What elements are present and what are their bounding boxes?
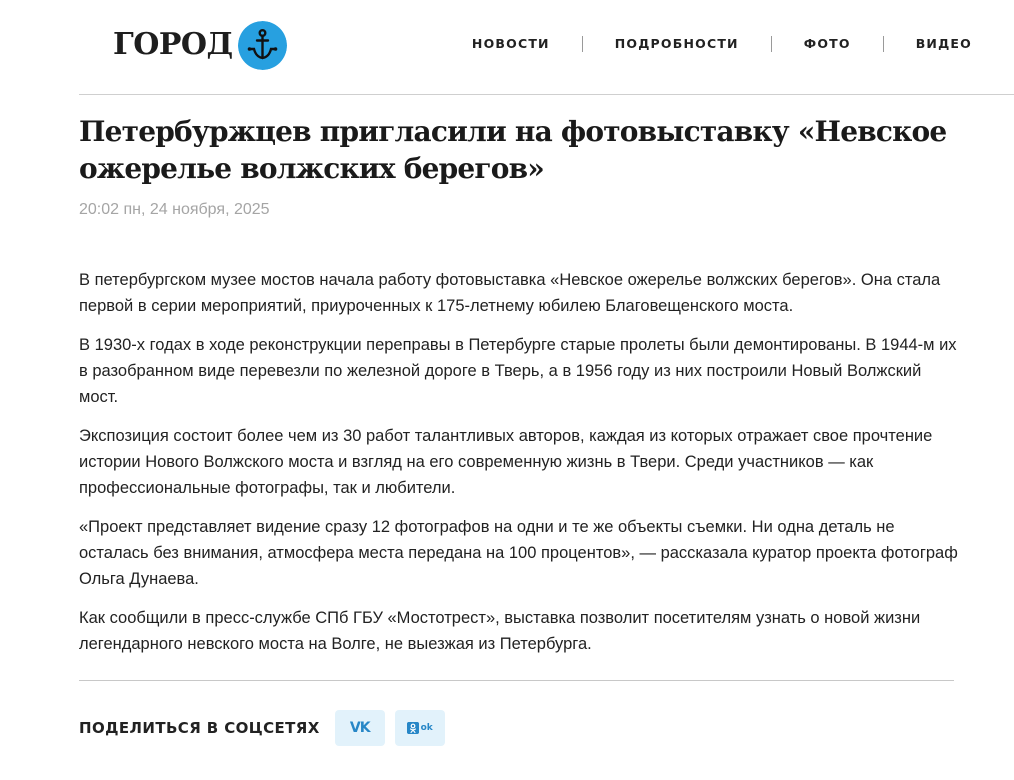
vk-icon: VK — [349, 720, 370, 736]
nav-divider — [771, 36, 772, 52]
site-logo[interactable] — [113, 20, 287, 70]
header-divider — [79, 94, 1014, 95]
article-paragraph: Экспозиция состоит более чем из 30 работ талантливых авторов, каждая из которых отражает свое прочтение истории Нового Волжского моста и взгляд на его современную жизнь в Твери. Среди участников — как профессиональные фотографы, так и любители. — [79, 427, 933, 497]
share-vk-button[interactable] — [335, 710, 385, 746]
nav-item-news[interactable]: НОВОСТИ — [471, 36, 550, 51]
share-section — [79, 710, 455, 746]
main-nav — [472, 34, 972, 54]
nav-item-video[interactable]: ВИДЕО — [915, 36, 972, 51]
article-paragraph: В петербургском музее мостов начала работу фотовыставка «Невское ожерелье волжских берегов». Она стала первой в серии мероприятий, приуроченных к 175-летнему юбилею Благовещенского моста. — [79, 271, 941, 315]
ok-label: ok — [420, 723, 433, 733]
odnoklassniki-icon — [407, 722, 433, 734]
share-title: ПОДЕЛИТЬСЯ В СОЦСЕТЯХ — [79, 719, 320, 737]
article-timestamp: 20:02 пн, 24 ноября, 2025 — [79, 201, 270, 218]
logo-text: ГОРОД — [113, 27, 233, 62]
site-header — [0, 0, 1014, 95]
nav-item-details[interactable]: ПОДРОБНОСТИ — [614, 36, 739, 51]
nav-divider — [582, 36, 583, 52]
article-paragraph: В 1930-х годах в ходе реконструкции переправы в Петербурге старые пролеты были демонтированы. В 1944-м их в разобранном виде перевезли по железной дороге в Тверь, а в 1956 году из них построили Новый Волжский мост. — [79, 336, 957, 406]
article-body — [79, 267, 959, 670]
article-paragraph: Как сообщили в пресс-службе СПб ГБУ «Мостотрест», выставка позволит посетителям узнать о новой жизни легендарного невского моста на Волге, не выезжая из Петербурга. — [79, 609, 921, 653]
odnoklassniki-logo-icon — [407, 722, 419, 734]
anchor-icon — [238, 21, 287, 70]
article-title: Петербуржцев пригласили на фотовыставку «Невское ожерелье волжских берегов» — [79, 115, 947, 185]
nav-divider — [883, 36, 884, 52]
nav-item-photo[interactable]: ФОТО — [803, 36, 851, 51]
article-paragraph: «Проект представляет видение сразу 12 фотографов на одни и те же объекты съемки. Ни одна деталь не осталась без внимания, атмосфера места передана на 100 процентов», — рассказала куратор проекта фотограф Ольга Дунаева. — [79, 518, 958, 588]
article-divider — [79, 680, 954, 681]
share-ok-button[interactable] — [395, 710, 445, 746]
